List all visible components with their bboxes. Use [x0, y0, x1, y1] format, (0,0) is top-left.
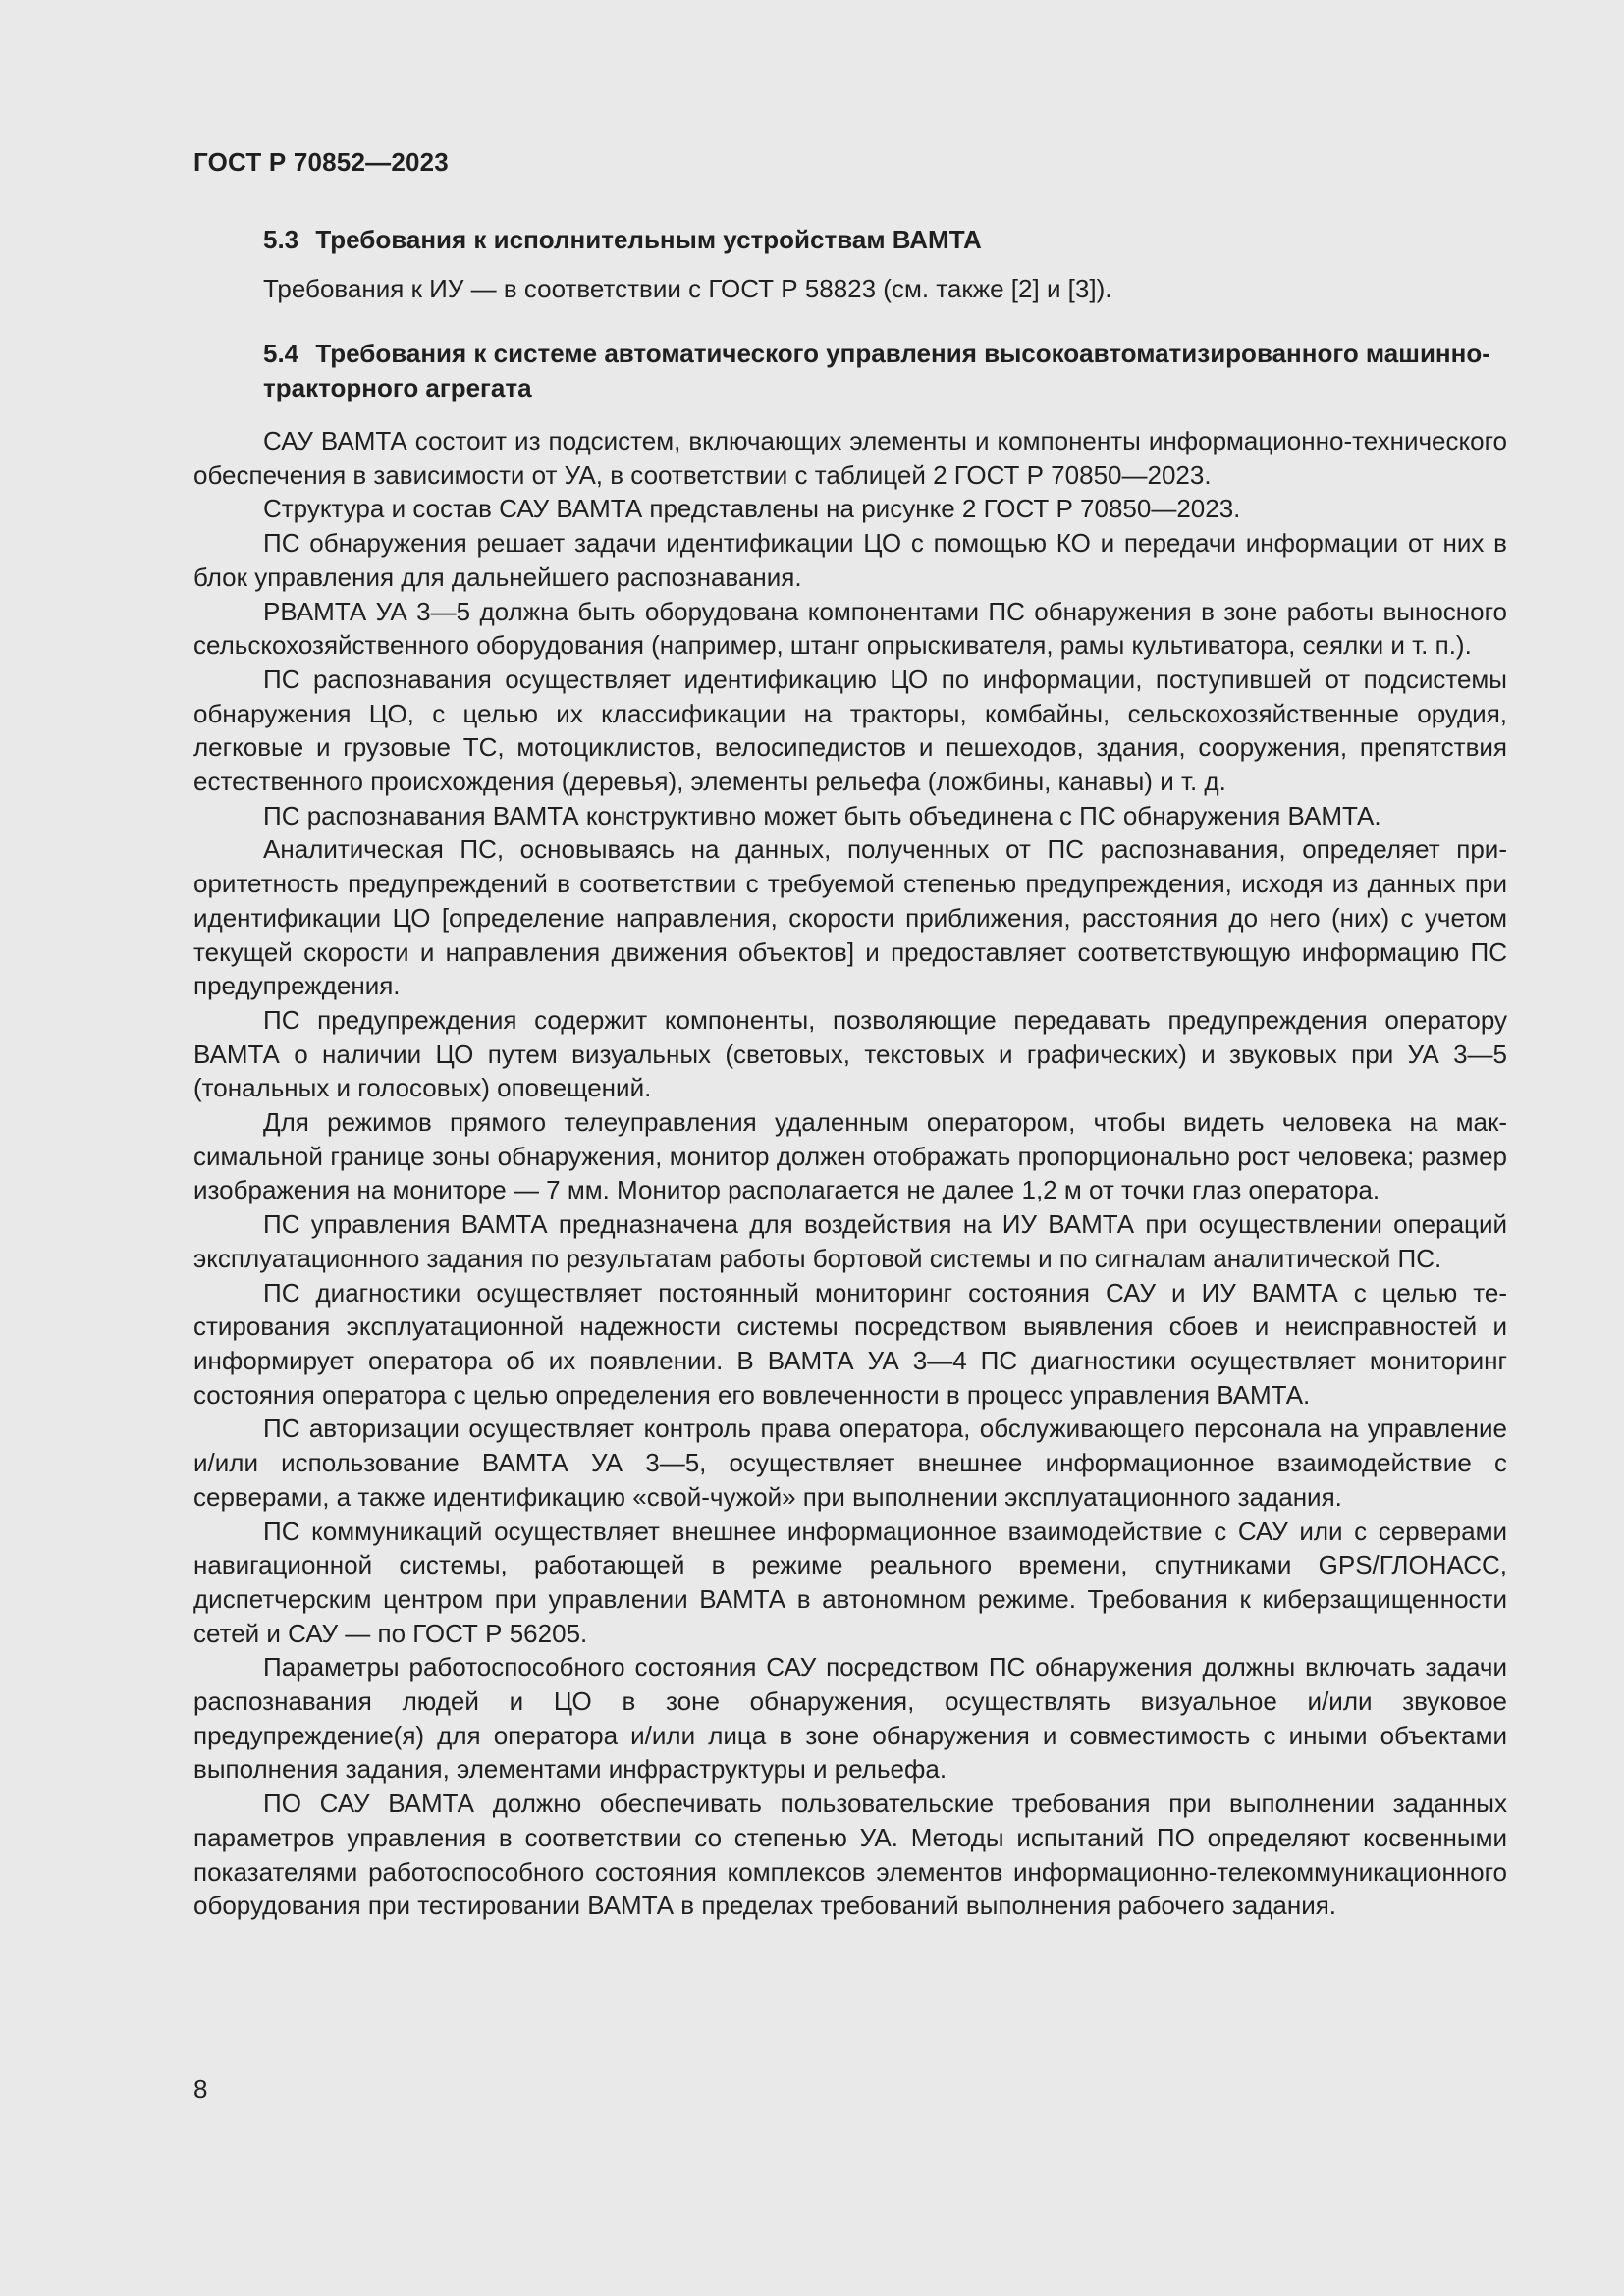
document-body	[193, 223, 1507, 1923]
paragraph: РВАМТА УА 3—5 должна быть оборудована компонентами ПС обнаружения в зоне работы выносного сельскохозяйственного оборудования (например, штанг опрыскивателя, рамы культиватора, сеялки и т. п.).	[193, 596, 1507, 661]
section-5-4-heading	[193, 337, 1507, 405]
page-number: 8	[193, 2074, 208, 2104]
paragraph: Аналитическая ПС, основываясь на данных, полученных от ПС распознавания, определяет приоритетность предупреждений в соответствии с требуемой степенью предупреждения, исходя из данных при идентификации ЦО [определение направления, скорости приближения, расстояния до него (них) с учетом текущей скорости и направления движения объектов] и предоставляет соответствующую информацию ПС предупреждения.	[193, 834, 1507, 1001]
paragraph: Параметры работоспособного состояния САУ посредством ПС обнаружения должны включать задачи распознавания людей и ЦО в зоне обнаружения, осуществлять визуальное и/или звуковое предупреждение(я) для оператора и/или лица в зоне обнаружения и совместимость с иными объектами выполнения задания, элементами инфраструктуры и рельефа.	[193, 1652, 1507, 1785]
section-title: Требования к исполнительным устройствам ВАМТА	[315, 225, 982, 254]
paragraph: ПС распознавания осуществляет идентификацию ЦО по информации, поступившей от подсистемы обнаружения ЦО, с целью их классификации на тракторы, комбайны, сельскохозяйственные орудия, легковые и грузовые ТС, мотоциклистов, велосипедистов и пешеходов, здания, сооружения, препятствия естественного происхождения (деревья), элементы рельефа (ложбины, канавы) и т. д.	[193, 664, 1507, 797]
paragraph: Для режимов прямого телеуправления удаленным оператором, чтобы видеть человека на максимальной границе зоны обнаружения, монитор должен отображать пропорционально рост человека; размер изображения на мониторе — 7 мм. Монитор располагается не далее 1,2 м от точки глаз оператора.	[193, 1107, 1507, 1205]
paragraph: ПС обнаружения решает задачи идентификации ЦО с помощью КО и передачи информации от них в блок управления для дальнейшего распознавания.	[193, 528, 1507, 592]
section-number: 5.3	[263, 225, 299, 254]
paragraph: ПС авторизации осуществляет контроль права оператора, обслуживающего персонала на управление и/или использование ВАМТА УА 3—5, осуществляет внешнее информационное взаимодействие с серверами, а также идентификацию «свой-чужой» при выполнении эксплуатационного задания.	[193, 1414, 1507, 1512]
paragraph: ПС предупреждения содержит компоненты, позволяющие передавать предупреждения оператору ВАМТА о наличии ЦО путем визуальных (световых, текстовых и графических) и звуковых при УА 3—5 (тональных и голосовых) оповещений.	[193, 1004, 1507, 1103]
paragraph: ПС управления ВАМТА предназначена для воздействия на ИУ ВАМТА при осуществлении операций эксплуатационного задания по результатам работы бортовой системы и по сигналам аналитической ПС.	[193, 1209, 1507, 1273]
paragraph: САУ ВАМТА состоит из подсистем, включающих элементы и компоненты информационно-технического обеспечения в зависимости от УА, в соответствии с таблицей 2 ГОСТ Р 70850—2023.	[193, 426, 1507, 490]
paragraph: ПС диагностики осуществляет постоянный мониторинг состояния САУ и ИУ ВАМТА с целью тестирования эксплуатационной надежности системы посредством выявления сбоев и неисправностей и информирует оператора об их появлении. В ВАМТА УА 3—4 ПС диагностики осуществляет мониторинг состояния оператора с целью определения его вовлеченности в процесс управления ВАМТА.	[193, 1277, 1507, 1410]
paragraph: Структура и состав САУ ВАМТА представлены на рисунке 2 ГОСТ Р 70850—2023.	[263, 494, 1241, 524]
section-5-3-heading	[193, 223, 1507, 257]
document-code-header: ГОСТ Р 70852—2023	[193, 147, 449, 177]
section-5-3-text: Требования к ИУ — в соответствии с ГОСТ Р 58823 (см. также [2] и [3]).	[263, 274, 1112, 303]
section-number: 5.4	[263, 339, 299, 368]
paragraph: ПС коммуникаций осуществляет внешнее информационное взаимодействие с САУ или с серверами навигационной системы, работающей в режиме реального времени, спутниками GPS/ГЛОНАСС, диспетчерским центром при управлении ВАМТА в автономном режиме. Требования к киберзащищенности сетей и САУ — по ГОСТ Р 56205.	[193, 1516, 1507, 1648]
section-title: Требования к системе автоматического управления высокоавтоматизированного машинно-тракторного агрегата	[263, 339, 1490, 402]
paragraph: ПО САУ ВАМТА должно обеспечивать пользовательские требования при выполнении заданных параметров управления в соответствии со степенью УА. Методы испытаний ПО определяют косвенными показателями работоспособного состояния комплексов элементов информационно-телекоммуникационного оборудования при тестировании ВАМТА в пределах требований выполнения рабочего задания.	[193, 1789, 1507, 1921]
paragraph: ПС распознавания ВАМТА конструктивно может быть объединена с ПС обнаружения ВАМТА.	[263, 800, 1381, 830]
